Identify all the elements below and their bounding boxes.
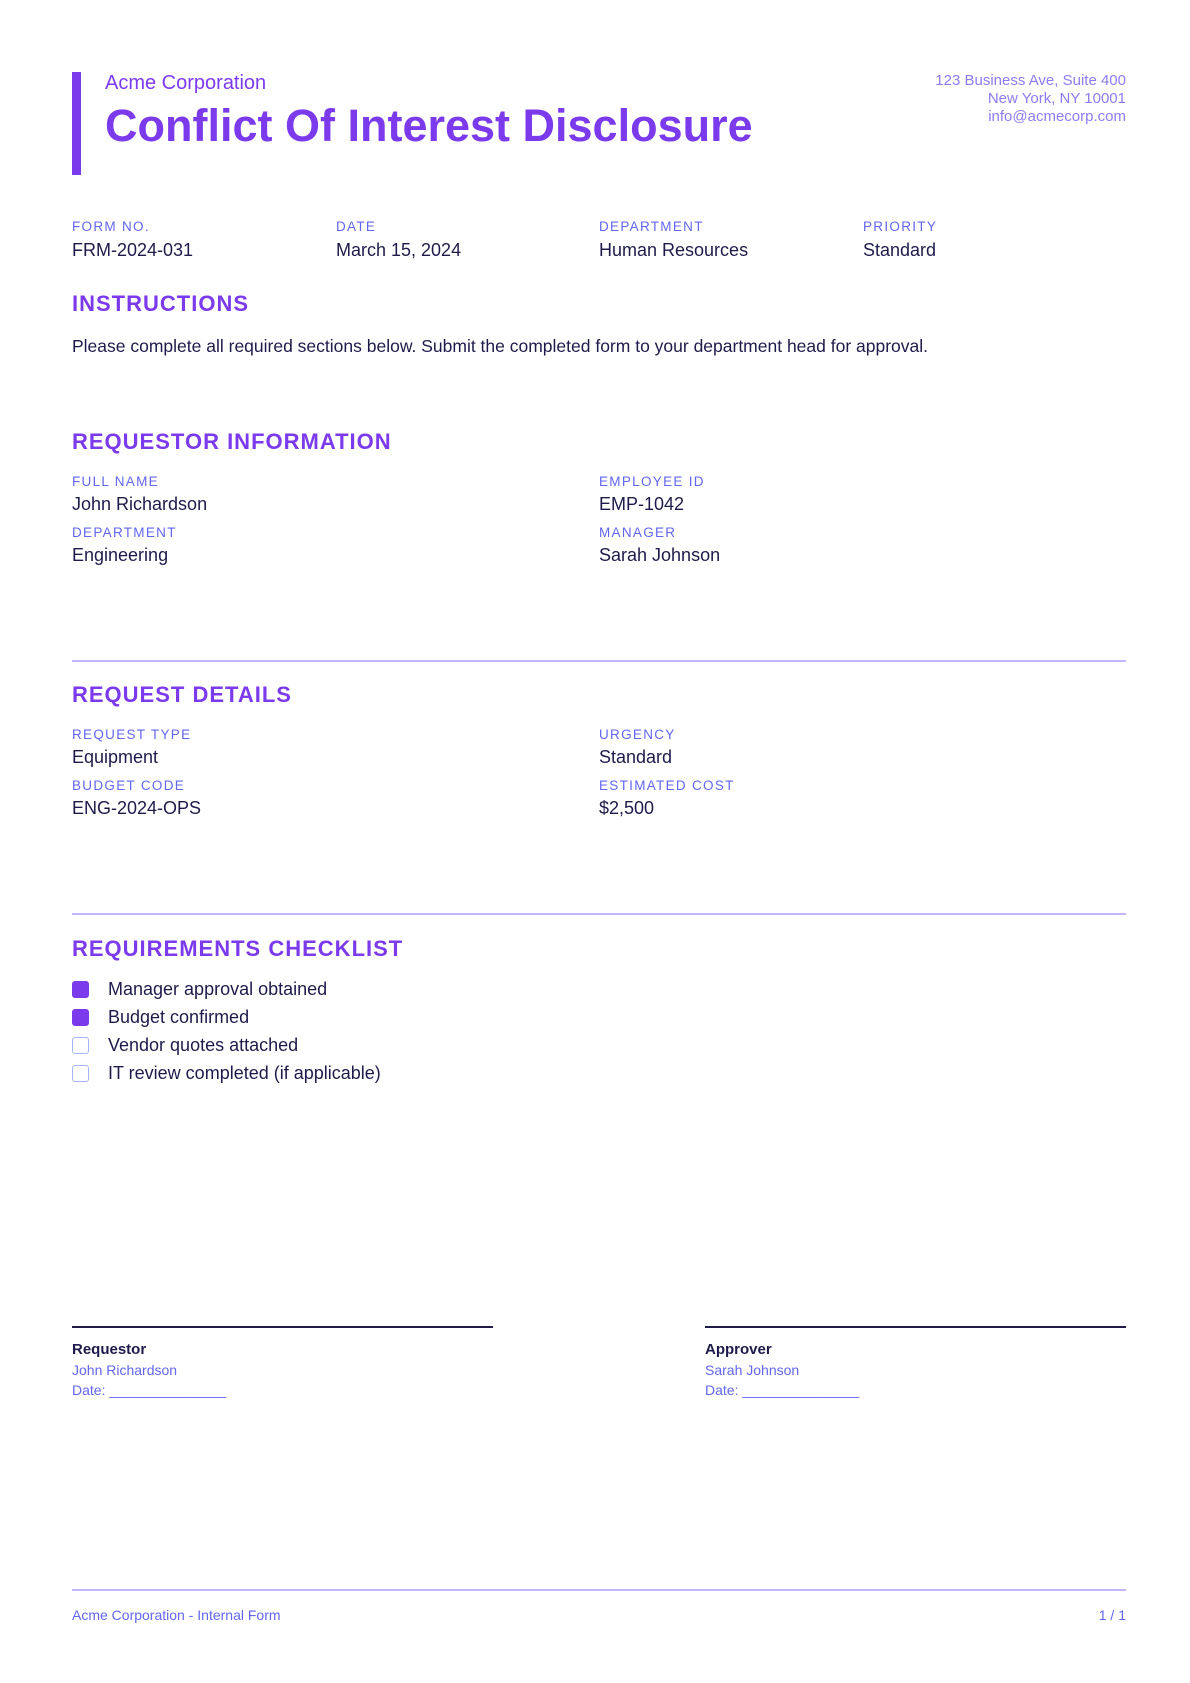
signature-role: Approver: [705, 1341, 772, 1358]
field-value: ENG-2024-OPS: [72, 798, 202, 818]
field-label: DEPARTMENT: [72, 525, 177, 540]
field-employee-id: [599, 474, 705, 515]
checkbox[interactable]: [72, 1065, 89, 1082]
field-value: $2,500: [599, 798, 655, 818]
meta-department: [599, 219, 748, 261]
meta-value: March 15, 2024: [336, 240, 462, 260]
field-value: John Richardson: [72, 494, 208, 514]
company-email: info@acmecorp.com: [988, 108, 1126, 125]
meta-label: DATE: [336, 219, 377, 234]
meta-value: Standard: [863, 240, 937, 260]
checklist-item-label: IT review completed (if applicable): [108, 1062, 381, 1083]
field-manager: [599, 525, 720, 566]
checklist-item[interactable]: [72, 1006, 249, 1028]
signature-name: Sarah Johnson: [705, 1362, 800, 1378]
section-divider: [72, 913, 1126, 915]
page-title: Conflict Of Interest Disclosure: [105, 100, 753, 151]
company-name: Acme Corporation: [105, 72, 267, 94]
company-address: [935, 72, 1126, 126]
checklist-item-label: Manager approval obtained: [108, 978, 328, 999]
instructions-heading: INSTRUCTIONS: [72, 291, 249, 316]
field-urgency: [599, 727, 676, 768]
meta-label: PRIORITY: [863, 219, 938, 234]
field-value: Equipment: [72, 747, 159, 767]
field-label: MANAGER: [599, 525, 677, 540]
signature-name: John Richardson: [72, 1362, 178, 1378]
meta-date: [336, 219, 461, 261]
field-budget-code: [72, 778, 201, 819]
meta-label: FORM NO.: [72, 219, 150, 234]
footer-company: Acme Corporation - Internal Form: [72, 1607, 281, 1623]
field-label: REQUEST TYPE: [72, 727, 192, 742]
checklist-item[interactable]: [72, 978, 327, 1000]
checklist-heading: REQUIREMENTS CHECKLIST: [72, 936, 404, 961]
field-label: ESTIMATED COST: [599, 778, 735, 793]
field-value: Engineering: [72, 545, 169, 565]
field-full-name: [72, 474, 207, 515]
meta-value: Human Resources: [599, 240, 749, 260]
footer-divider: [72, 1589, 1126, 1591]
signature-line: [705, 1326, 1126, 1328]
instructions-text: Please complete all required sections below. Submit the completed form to your department head for approval.: [72, 336, 929, 356]
field-label: URGENCY: [599, 727, 676, 742]
checkbox[interactable]: [72, 1037, 89, 1054]
signature-approver: [705, 1326, 1126, 1398]
field-value: Sarah Johnson: [599, 545, 721, 565]
signature-requestor: [72, 1326, 493, 1398]
field-request-type: [72, 727, 191, 768]
signature-line: [72, 1326, 493, 1328]
section-divider: [72, 660, 1126, 662]
checkbox[interactable]: [72, 981, 89, 998]
page-number: 1 / 1: [1098, 1607, 1126, 1623]
request-details-heading: REQUEST DETAILS: [72, 682, 292, 707]
field-label: EMPLOYEE ID: [599, 474, 705, 489]
checklist-item[interactable]: [72, 1062, 381, 1084]
address-line-1: 123 Business Ave, Suite 400: [935, 72, 1126, 89]
checklist-item-label: Vendor quotes attached: [108, 1034, 299, 1055]
field-estimated-cost: [599, 778, 735, 819]
field-department: [72, 525, 177, 566]
meta-form-no: [72, 219, 193, 261]
signature-role: Requestor: [72, 1341, 147, 1358]
checklist-item-label: Budget confirmed: [108, 1006, 250, 1027]
requestor-heading: REQUESTOR INFORMATION: [72, 429, 392, 454]
form-page: [72, 0, 1126, 1683]
meta-label: DEPARTMENT: [599, 219, 704, 234]
checklist-item[interactable]: [72, 1034, 298, 1056]
meta-priority: [863, 219, 937, 261]
address-line-2: New York, NY 10001: [987, 90, 1126, 107]
form-meta: [72, 219, 1126, 269]
signature-date: Date: _______________: [72, 1382, 227, 1398]
meta-value: FRM-2024-031: [72, 240, 194, 260]
field-value: Standard: [599, 747, 673, 767]
field-label: FULL NAME: [72, 474, 159, 489]
field-label: BUDGET CODE: [72, 778, 186, 793]
checkbox[interactable]: [72, 1009, 89, 1026]
signature-date: Date: _______________: [705, 1382, 860, 1398]
field-value: EMP-1042: [599, 494, 685, 514]
header-accent-bar: [72, 72, 81, 175]
